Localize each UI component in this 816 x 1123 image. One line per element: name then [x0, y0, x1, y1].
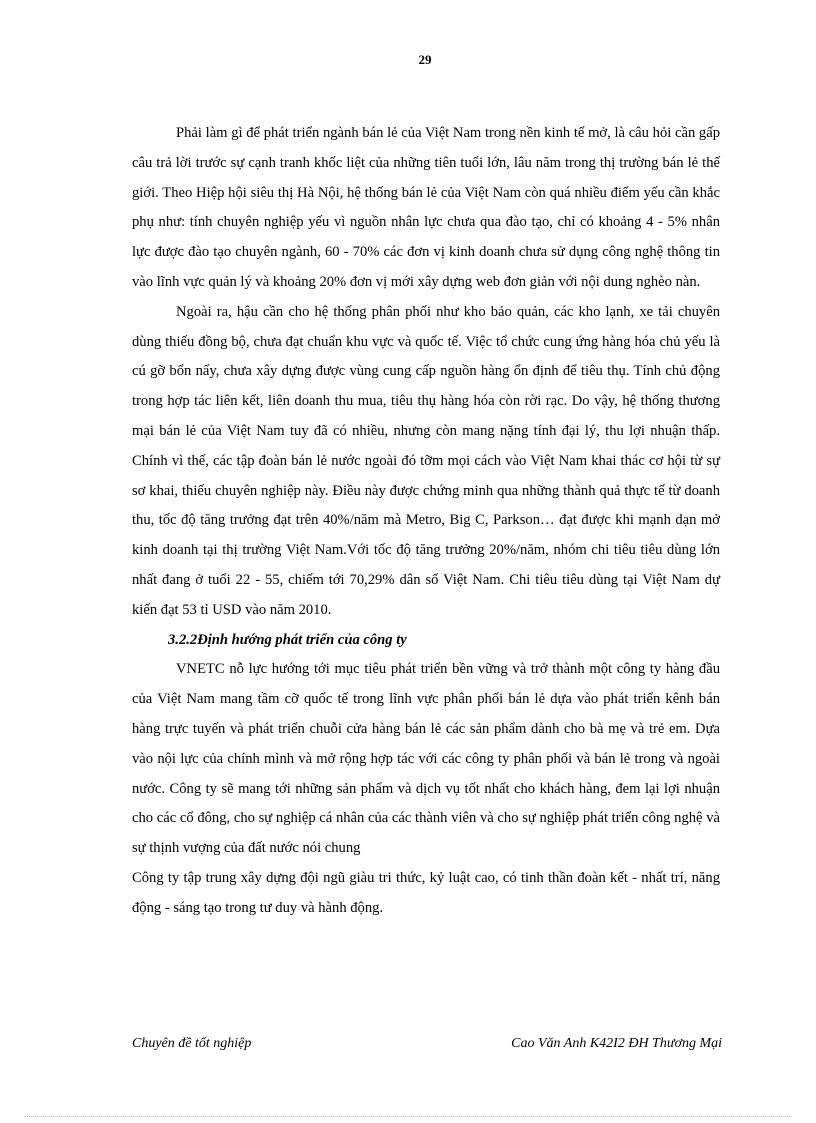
page-edge-divider: [24, 1116, 792, 1117]
page-number: 29: [418, 52, 432, 67]
footer-author: Cao Văn Anh K42I2 ĐH Thương Mại: [511, 1036, 722, 1051]
document-body: [132, 119, 720, 924]
paragraph-team-building: Công ty tập trung xây dựng đội ngũ giàu tri thức, kỷ luật cao, có tinh thần đoàn kết - nhất trí, năng động - sáng tạo trong tư duy và hành động.: [132, 869, 720, 916]
paragraph-retail-development: Phải làm gì để phát triển ngành bán lẻ của Việt Nam trong nền kinh tế mở, là câu hỏi cần gấp câu trả lời trước sự cạnh tranh khốc liệt của những tiên tuổi lớn, lâu năm trong thị trường bán lẻ thế giới. Theo Hiệp hội siêu thị Hà Nội, hệ thống bán lẻ của Việt Nam còn quá nhiều điểm yếu cần khắc phụ như: tính chuyên nghiệp yếu vì nguồn nhân lực chưa qua đào tạo, chỉ có khoảng 4 - 5% nhân lực được đào tạo chuyên ngành, 60 - 70% các đơn vị kinh doanh chưa sử dụng công nghệ thông tin vào lĩnh vực quản lý và khoảng 20% đơn vị mới xây dựng web đơn giản với nội dung nghèo nàn.: [132, 125, 720, 290]
footer-document-type: Chuyên đề tốt nghiệp: [132, 1036, 252, 1051]
paragraph-logistics: Ngoài ra, hậu cần cho hệ thống phân phối như kho bảo quản, các kho lạnh, xe tải chuyên dùng thiếu đồng bộ, chưa đạt chuẩn khu vực và quốc tế. Việc tổ chức cung ứng hàng hóa chủ yếu là cú gỡ bổn nẩy, chưa xây dựng được vùng cung cấp nguồn hàng ổn định để tiêu thụ. Tính chủ động trong hợp tác liên kết, liên doanh thu mua, tiêu thụ hàng hóa còn rời rạc. Do vậy, hệ thống thương mại bán lẻ của Việt Nam tuy đã có nhiều, nhưng còn mang nặng tính đại lý, thu lợi nhuận thấp. Chính vì thế, các tập đoàn bán lẻ nước ngoài đó tỡm mọi cách vào Việt Nam khai thác cơ hội từ sự sơ khai, thiếu chuyên nghiệp này. Điều này được chứng minh qua những thành quả thực tế từ doanh thu, tốc độ tăng trưởng đạt trên 40%/năm mà Metro, Big C, Parkson… đạt được khi mạnh dạn mở kinh doanh tại thị trường Việt Nam.Với tốc độ tăng trưởng 20%/năm, nhóm chi tiêu tiêu dùng lớn nhất đang ở tuổi 22 - 55, chiếm tới 70,29% dân số Việt Nam. Chi tiêu tiêu dùng tại Việt Nam dự kiến đạt 53 tỉ USD vào năm 2010.: [132, 303, 720, 618]
paragraph-vnetc-goals: VNETC nỗ lực hướng tới mục tiêu phát triển bền vững và trở thành một công ty hàng đầu của Việt Nam mang tầm cỡ quốc tế trong lĩnh vực phân phối bán lẻ dựa vào phát triển kênh bán hàng trực tuyến và phát triển chuỗi cửa hàng bán lẻ các sản phẩm dành cho bà mẹ và trẻ em. Dựa vào nội lực của chính mình và mở rộng hợp tác với các công ty phân phối và bán lẻ trong và ngoài nước. Công ty sẽ mang tới những sản phẩm và dịch vụ tốt nhất cho khách hàng, đem lại lợi nhuận cho các cổ đông, cho sự nghiệp cá nhân của các thành viên và cho sự nghiệp phát triển công nghệ và sự thịnh vượng của đất nước nói chung: [132, 661, 720, 857]
section-heading: 3.2.2Định hướng phát triển của công ty: [168, 631, 407, 648]
